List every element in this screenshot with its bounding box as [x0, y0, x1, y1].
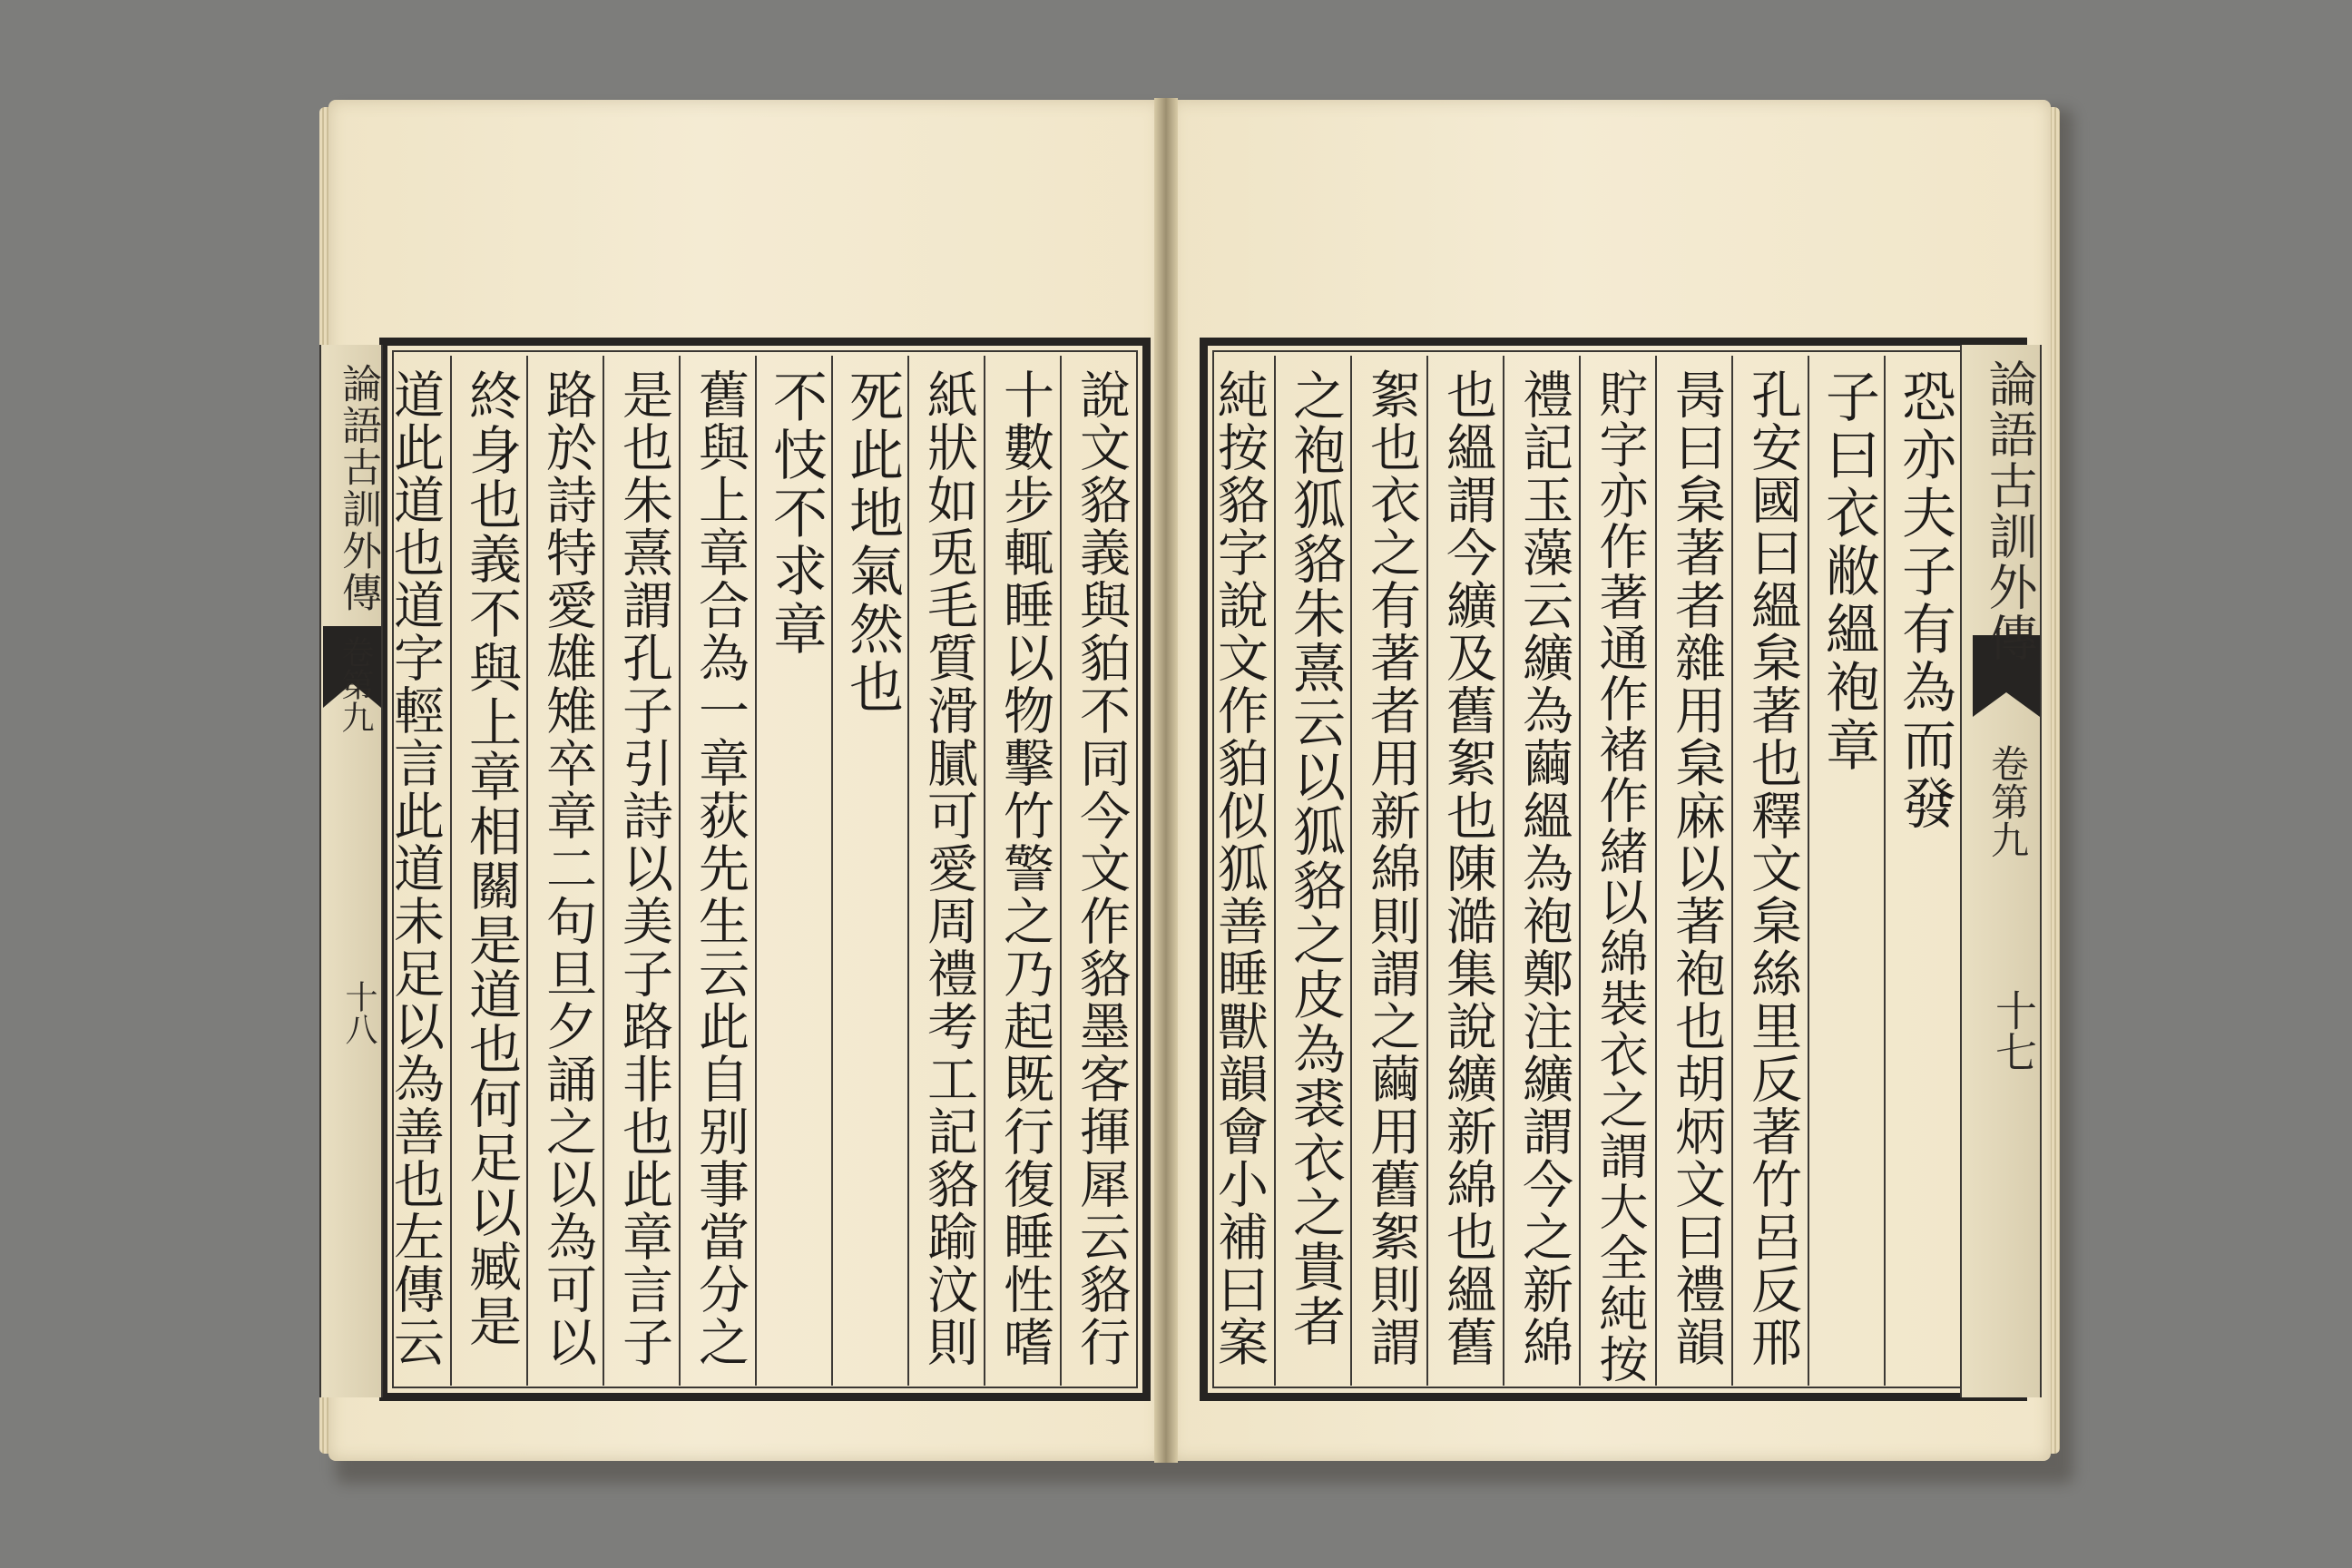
- right-column-2: 子曰衣敝縕袍章: [1808, 356, 1884, 1386]
- right-column-3: 孔安國曰縕枲著也釋文枲絲里反著竹呂反邢: [1731, 356, 1808, 1386]
- right-spine-title: 論語古訓外傳: [1981, 358, 2038, 663]
- right-column-5: 貯字亦作著通作褚作緒以綿裝衣之謂大全純按: [1579, 356, 1655, 1386]
- left-column-6: 舊與上章合為一章荻先生云此自别事當分之: [679, 356, 755, 1386]
- left-column-2: 十數步輒睡以物擊竹警之乃起既行復睡性嗜: [984, 356, 1060, 1386]
- right-column-8: 絮也衣之有著者用新綿則謂之繭用舊絮則謂: [1350, 356, 1426, 1386]
- left-column-4: 死此地氣然也: [831, 356, 907, 1386]
- left-column-3: 紙狀如兎毛質滑膩可愛周禮考工記貉踰汶則: [907, 356, 984, 1386]
- left-column-7: 是也朱熹謂孔子引詩以美子路非也此章言子: [603, 356, 679, 1386]
- right-column-10: 純按貉字說文作貃似狐善睡獸韻會小補曰案: [1210, 368, 1269, 1368]
- right-column-6: 禮記玉藻云纊為繭縕為袍鄭注纊謂今之新綿: [1503, 356, 1579, 1386]
- left-spine-volume: 卷第九: [337, 635, 374, 733]
- right-column-4: 昺曰枲著者雜用枲麻以著袍也胡炳文曰禮韻: [1655, 356, 1731, 1386]
- right-spine-volume: 卷第九: [1985, 744, 2030, 858]
- left-spine-page-number: 十八: [340, 980, 377, 1045]
- book-gutter: [1154, 98, 1178, 1463]
- left-spine-title: 論語古訓外傳: [335, 363, 381, 613]
- left-column-1: 說文貉義與貃不同今文作貉墨客揮犀云貉行: [1060, 356, 1136, 1386]
- right-column-7: 也縕謂今纊及舊絮也陳澔集說纊新綿也縕舊: [1426, 356, 1503, 1386]
- left-column-10: 道此道也道字輕言此道未足以為善也左傳云: [386, 368, 445, 1368]
- left-column-5: 不忮不求章: [755, 356, 831, 1386]
- right-column-1: 恐亦夫子有為而發: [1884, 356, 1960, 1386]
- left-column-8: 路於詩特愛雄雉卒章二句旦夕誦之以為可以: [526, 356, 603, 1386]
- left-column-9: 終身也義不與上章相關是道也何足以臧是: [450, 356, 526, 1386]
- right-spine-page-number: 十七: [1989, 989, 2038, 1073]
- right-column-9: 之袍狐貉朱熹云以狐貉之皮為裘衣之貴者: [1274, 356, 1350, 1386]
